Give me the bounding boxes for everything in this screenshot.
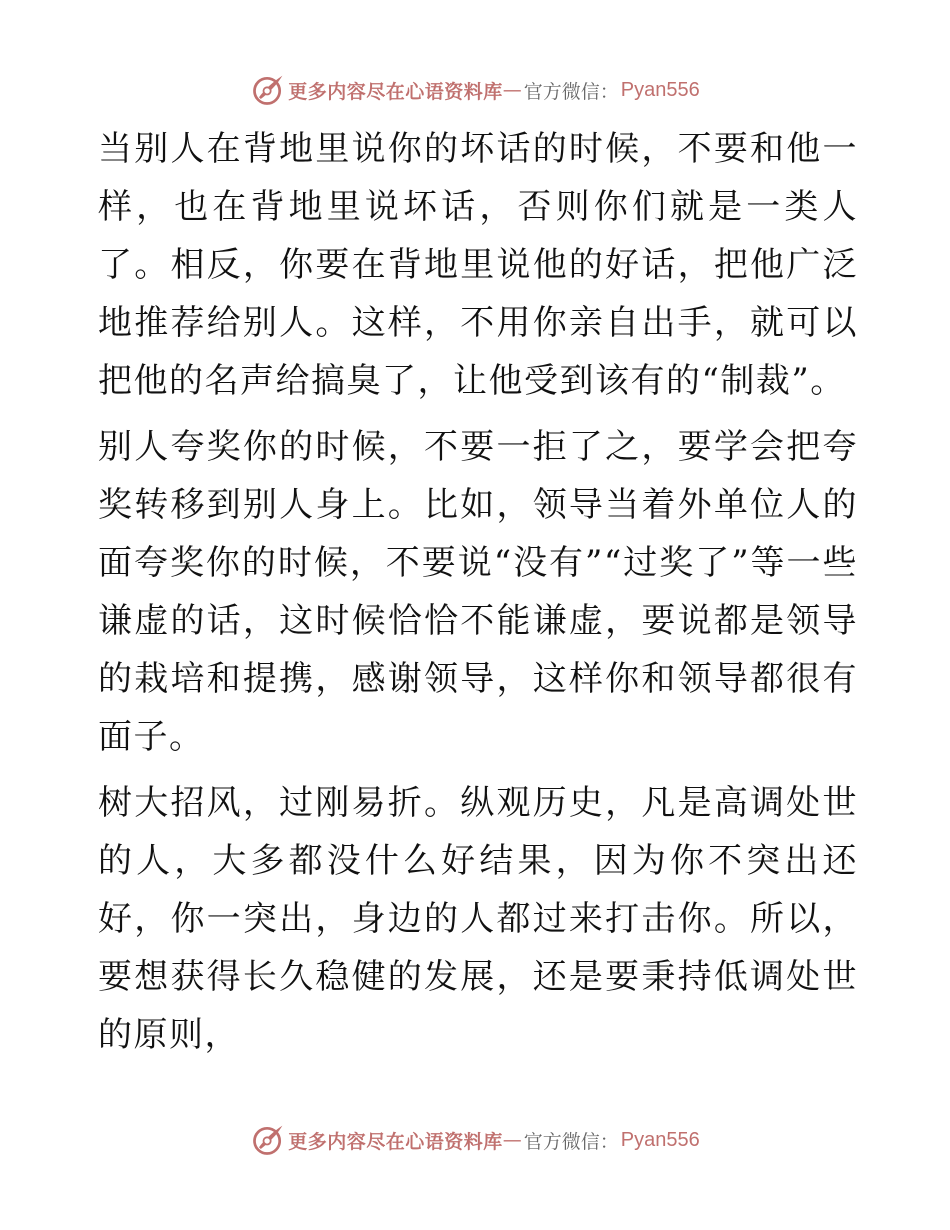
banner-dash: — [502,79,522,101]
footer-banner [0,1120,950,1160]
paragraph-3: 树大招风，过刚易折。纵观历史，凡是高调处世的人，大多都没什么好结果，因为你不突出还好，你一突出，身边的人都过来打击你。所以，要想获得长久稳健的发展，还是要秉持低调处世的原则， [98,783,858,1055]
banner-wechat-label: 官方微信： [523,1130,619,1153]
banner-slogan: 更多内容尽在心语资料库 [288,1130,503,1153]
quill-pen-seal-icon [250,72,286,108]
paragraph-1: 当别人在背地里说你的坏话的时候，不要和他一样，也在背地里说坏话，否则你们就是一类人了。相反，你要在背地里说他的好话，把他广泛地推荐给别人。这样，不用你亲自出手，就可以把他的名声给搞臭了，让他受到该有的“制裁”。 [98,129,858,401]
banner-slogan: 更多内容尽在心语资料库 [288,80,503,103]
document-body [98,120,858,1072]
banner-wechat-label: 官方微信： [523,80,619,103]
banner-wechat-id: Pyan556 [620,78,700,101]
quill-pen-seal-icon [250,1122,286,1158]
banner-dash: — [502,1129,522,1151]
header-banner [0,70,950,110]
banner-wechat-id: Pyan556 [620,1128,700,1151]
paragraph-2: 别人夸奖你的时候，不要一拒了之，要学会把夸奖转移到别人身上。比如，领导当着外单位人的面夸奖你的时候，不要说“没有”“过奖了”等一些谦虚的话，这时候恰恰不能谦虚，要说都是领导的栽培和提携，感谢领导，这样你和领导都很有面子。 [98,427,858,757]
